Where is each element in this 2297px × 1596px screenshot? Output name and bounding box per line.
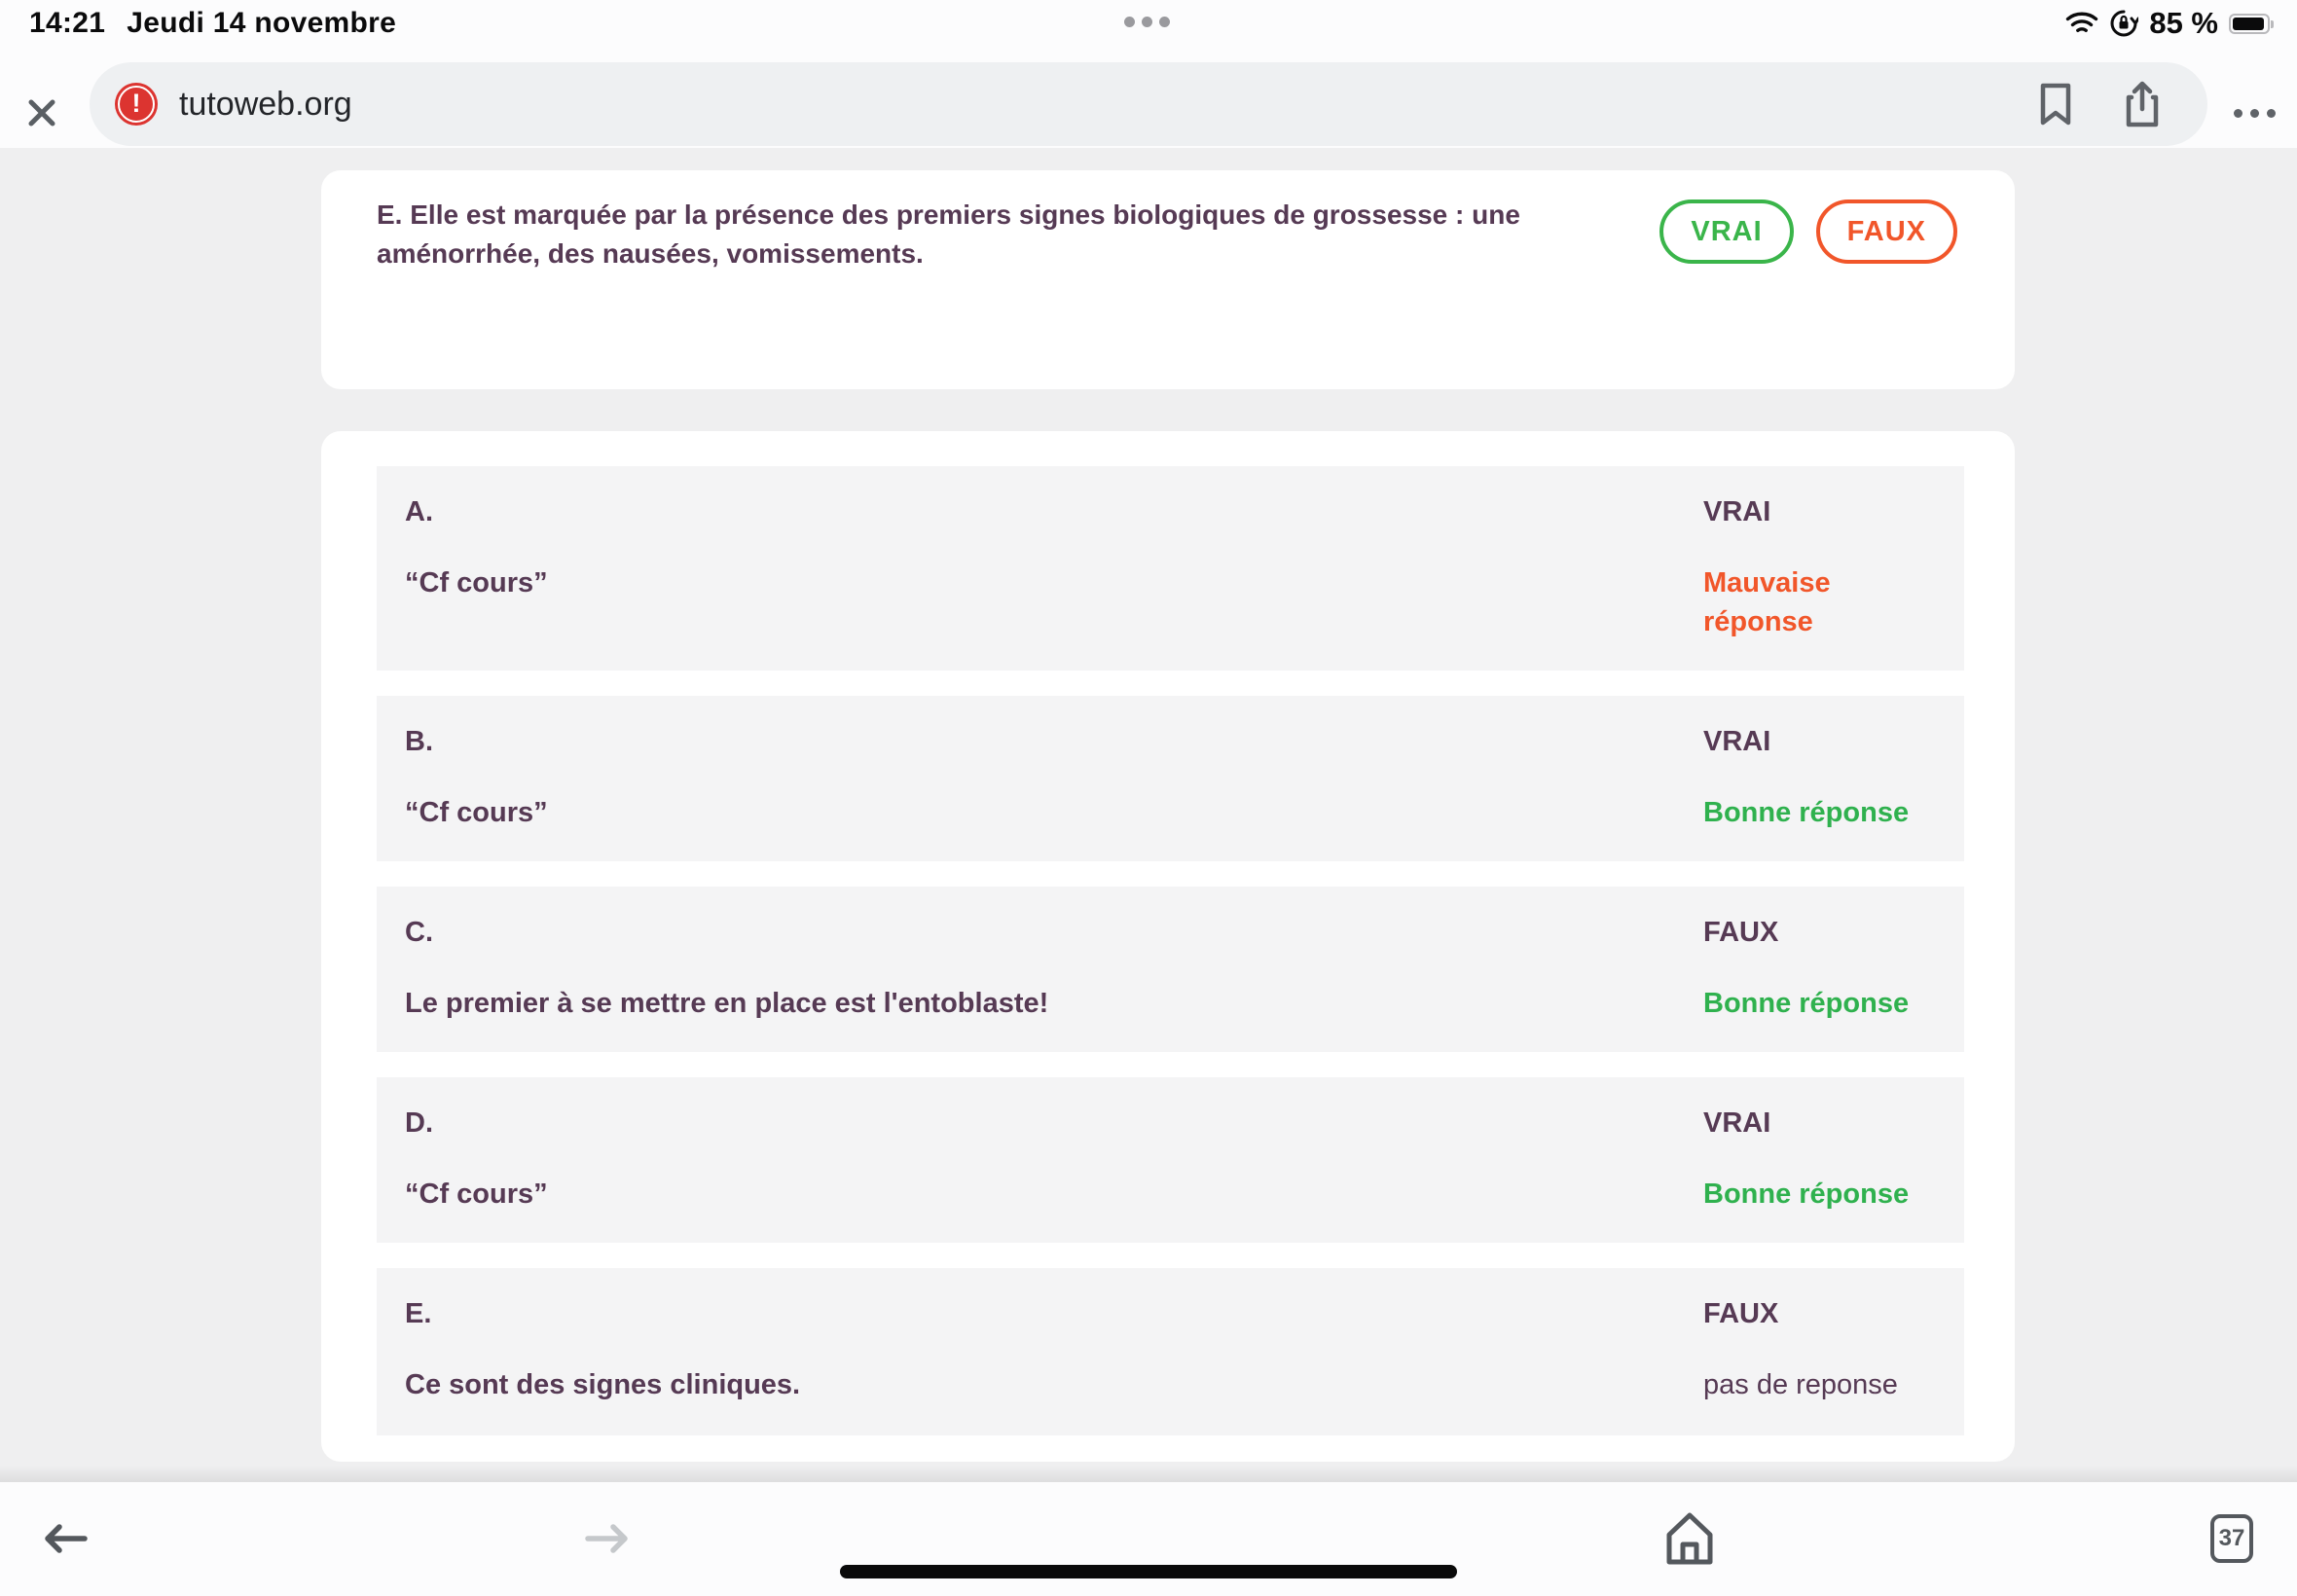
answer-result: Bonne réponse bbox=[1703, 988, 1910, 1019]
answer-left bbox=[405, 1297, 1703, 1406]
answer-result: Bonne réponse bbox=[1703, 1179, 1910, 1210]
battery-icon bbox=[2229, 14, 2270, 34]
answer-right bbox=[1703, 1297, 1937, 1406]
answer-letter: E. bbox=[405, 1298, 432, 1329]
status-right bbox=[2065, 6, 2270, 41]
wifi-icon bbox=[2065, 11, 2098, 36]
back-icon[interactable] bbox=[30, 1504, 100, 1574]
answer-statement: Le premier à se mettre en place est l'entoblaste! bbox=[405, 988, 1049, 1019]
answer-result: Bonne réponse bbox=[1703, 797, 1910, 828]
browser-top-chrome bbox=[0, 0, 2297, 148]
answer-row-a bbox=[377, 466, 1964, 671]
address-bar[interactable] bbox=[90, 62, 2207, 146]
question-answer-buttons bbox=[1659, 200, 1957, 264]
answer-left bbox=[405, 1106, 1703, 1214]
answer-left bbox=[405, 916, 1703, 1023]
battery-percent: 85 % bbox=[2149, 6, 2218, 40]
answer-right bbox=[1703, 1106, 1937, 1214]
answer-right bbox=[1703, 495, 1937, 641]
answer-verdict: FAUX bbox=[1703, 1298, 1779, 1329]
vrai-button[interactable]: VRAI bbox=[1659, 200, 1793, 264]
status-time: 14:21 bbox=[29, 7, 106, 39]
multitasking-dots-icon[interactable] bbox=[1124, 17, 1170, 27]
webpage-content bbox=[0, 148, 2297, 1481]
answer-result: Mauvaise réponse bbox=[1703, 567, 1831, 637]
answer-right bbox=[1703, 725, 1937, 832]
answer-row-e bbox=[377, 1268, 1964, 1435]
bookmark-button[interactable] bbox=[2036, 82, 2075, 127]
tab-count-badge: 37 bbox=[2210, 1514, 2253, 1563]
answer-right bbox=[1703, 916, 1937, 1023]
status-date: Jeudi 14 novembre bbox=[127, 7, 397, 39]
answer-left bbox=[405, 725, 1703, 832]
more-menu-button[interactable] bbox=[2227, 93, 2281, 132]
toolbar-shadow bbox=[0, 1466, 2297, 1481]
answer-verdict: VRAI bbox=[1703, 1107, 1771, 1139]
faux-button[interactable]: FAUX bbox=[1816, 200, 1957, 264]
answers-card bbox=[321, 431, 2015, 1462]
question-card bbox=[321, 170, 2015, 389]
orientation-lock-icon bbox=[2109, 9, 2138, 38]
status-left bbox=[29, 7, 396, 40]
status-bar bbox=[0, 0, 2297, 47]
url-text: tutoweb.org bbox=[179, 85, 352, 123]
home-icon[interactable] bbox=[1655, 1504, 1725, 1574]
answer-letter: B. bbox=[405, 726, 433, 757]
answer-verdict: FAUX bbox=[1703, 917, 1779, 948]
answer-statement: “Cf cours” bbox=[405, 797, 548, 828]
close-tab-button[interactable] bbox=[23, 91, 62, 134]
answer-verdict: VRAI bbox=[1703, 726, 1771, 757]
answer-statement: “Cf cours” bbox=[405, 1179, 548, 1210]
answer-letter: A. bbox=[405, 496, 433, 527]
answer-letter: C. bbox=[405, 917, 433, 948]
answer-row-d bbox=[377, 1077, 1964, 1243]
answer-result: pas de reponse bbox=[1703, 1369, 1898, 1400]
answer-row-b bbox=[377, 696, 1964, 861]
answer-statement: “Cf cours” bbox=[405, 567, 548, 598]
answer-verdict: VRAI bbox=[1703, 496, 1771, 527]
home-indicator[interactable] bbox=[840, 1565, 1457, 1578]
answer-left bbox=[405, 495, 1703, 641]
share-icon[interactable] bbox=[2122, 80, 2163, 128]
answer-row-c bbox=[377, 887, 1964, 1052]
not-secure-warning-icon bbox=[115, 83, 158, 126]
answer-statement: Ce sont des signes cliniques. bbox=[405, 1369, 801, 1400]
forward-icon[interactable] bbox=[572, 1504, 642, 1574]
tabs-icon[interactable] bbox=[2197, 1504, 2267, 1574]
browser-bottom-toolbar bbox=[0, 1481, 2297, 1596]
answer-letter: D. bbox=[405, 1107, 433, 1139]
question-text: E. Elle est marquée par la présence des premiers signes biologiques de grossesse : une aménorrhée, des nausées, vomissements. bbox=[377, 200, 1520, 269]
